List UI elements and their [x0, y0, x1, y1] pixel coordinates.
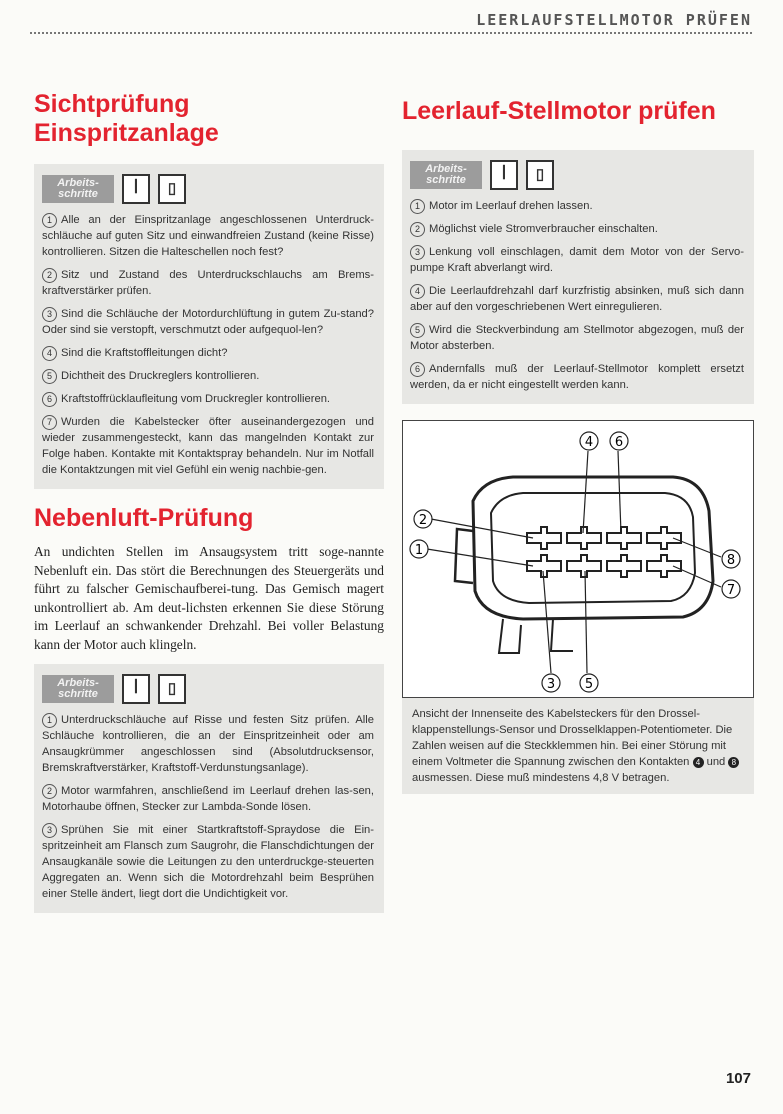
label-3: 3 [546, 677, 556, 692]
connector-drawing [403, 421, 755, 697]
step-item [410, 361, 744, 393]
box-header [42, 174, 374, 204]
label-6: 6 [614, 435, 624, 450]
step-text: Motor im Leerlauf drehen lassen. [429, 200, 593, 212]
terminal-3 [567, 555, 601, 577]
arbeitsschritte-badge: Arbeits-schritte [410, 161, 482, 189]
left-column [34, 90, 384, 913]
step-item [410, 283, 744, 315]
step-text: Kraftstoffrücklaufleitung vom Druckregler kontrollieren. [61, 393, 331, 405]
step-text: Möglichst viele Stromverbraucher einschalten. [429, 223, 658, 235]
step-number: 1 [410, 199, 425, 214]
lamp-tool-icon: ▯ [158, 174, 186, 204]
step-item [410, 221, 744, 237]
step-item [42, 345, 374, 361]
step-item [42, 306, 374, 338]
step-number: 4 [42, 346, 57, 361]
work-steps-box-sichtpruefung [34, 164, 384, 489]
label-7: 7 [726, 583, 736, 598]
page-number: 107 [725, 1070, 751, 1087]
step-number: 4 [410, 284, 425, 299]
lamp-tool-icon: ▯ [158, 674, 186, 704]
step-number: 7 [42, 415, 57, 430]
step-text: Sitz und Zustand des Unterdruckschlauchs am Brems-kraftverstärker prüfen. [42, 269, 374, 297]
step-number: 3 [410, 245, 425, 260]
step-text: Alle an der Einspritzanlage angeschlossenen Unterdruck-schläuche auf guten Sitz und einwandfreien Zustand (keine Risse) kontrollieren. Sitzen die Halteschellen noch fest? [42, 214, 374, 258]
step-number: 3 [42, 307, 57, 322]
step-number: 6 [410, 362, 425, 377]
box-header [42, 674, 374, 704]
heading-nebenluft: Nebenluft-Prüfung [34, 504, 254, 532]
step-text: Lenkung voll einschlagen, damit dem Motor von der Servo-pumpe Kraft abverlangt wird. [410, 246, 744, 274]
heading-leerlauf-stellmotor: Leerlauf-Stellmotor prüfen [402, 97, 716, 125]
step-item [42, 783, 374, 815]
heading-line-2: Einspritzanlage [34, 119, 219, 147]
step-number: 1 [42, 213, 57, 228]
step-number: 5 [410, 323, 425, 338]
work-steps-box-stellmotor [402, 150, 754, 404]
figure-caption [402, 698, 754, 794]
step-text: Sprühen Sie mit einer Startkraftstoff-Spraydose die Ein-spritzeinheit am Flansch zum Saugrohr, die Flanschdichtungen der Ansaugkanäle sowie die Leitungen zu den unterdruckge-steuerten Aggregaten an. Wenn sich die Motordrehzahl beim Besprühen einer Stelle ändert, liegt dort die Undichtigkeit vor. [42, 824, 374, 900]
wrench-tool-icon: ꟾ [490, 160, 518, 190]
wrench-tool-icon: ꟾ [122, 674, 150, 704]
step-number: 2 [42, 784, 57, 799]
step-item [410, 198, 744, 214]
label-1: 1 [414, 543, 424, 558]
caption-text-end: ausmessen. Diese muß mindestens 4,8 V betragen. [412, 772, 670, 784]
label-2: 2 [418, 513, 428, 528]
step-text: Unterdruckschläuche auf Risse und festen Sitz prüfen. Alle Schläuche kontrollieren, die an der Einspritzeinheit oder am Ansaugkrümmer angeschlossen sind (Absolutdrucksensor, Bremskraftverstärker, Kraftstoff-Verdunstungsanlage). [42, 714, 374, 774]
step-item [42, 267, 374, 299]
step-number: 5 [42, 369, 57, 384]
step-number: 2 [410, 222, 425, 237]
heading-line-1: Sichtprüfung [34, 90, 190, 118]
terminal-6 [607, 527, 641, 549]
caption-text-start: Ansicht der Innenseite des Kabelsteckers für den Drossel-klappenstellungs-Sensor und Drosselklappen-Potentiometer. Die Zahlen weisen auf die Steckklemmen hin. Bei einer Störung mit einem Voltmeter die Spannung zwischen den Kontakten [412, 708, 733, 768]
step-text: Sind die Schläuche der Motordurchlüftung in gutem Zu-stand? Oder sind sie verstopft, verschmutzt oder aufgequol-len? [42, 308, 374, 336]
connector-figure [402, 420, 754, 698]
connector-foot-left [499, 619, 521, 653]
step-item [42, 822, 374, 902]
terminal-7 [647, 555, 681, 577]
contact-8-dot: 8 [728, 757, 739, 768]
step-text: Dichtheit des Druckreglers kontrollieren. [61, 370, 260, 382]
right-column [402, 90, 754, 794]
work-steps-box-nebenluft [34, 664, 384, 913]
step-item [42, 391, 374, 407]
terminal-5 [607, 555, 641, 577]
step-text: Wird die Steckverbindung am Stellmotor abgezogen, muß der Motor absterben. [410, 324, 744, 352]
step-number: 2 [42, 268, 57, 283]
step-item [42, 414, 374, 478]
step-number: 1 [42, 713, 57, 728]
connector-foot-mid [551, 619, 573, 651]
step-text: Die Leerlaufdrehzahl darf kurzfristig absinken, muß sich dann aber auf den vorgeschriebenen Wert einregulieren. [410, 285, 744, 313]
arbeitsschritte-badge: Arbeits-schritte [42, 175, 114, 203]
wrench-tool-icon: ꟾ [122, 174, 150, 204]
terminal-4 [567, 527, 601, 549]
nebenluft-body: An undichten Stellen im Ansaugsystem tritt soge-nannte Nebenluft ein. Das stört die Berechnungen des Steuergeräts und führt zu falscher Gemischaufberei-tung. Das Gemisch magert unkontrolliert ab. Am deut-lichsten erkennen Sie diese Störung im Leerlauf an schwankender Drehzahl. Bei voller Belastung kann der Motor auch klingeln. [34, 544, 384, 652]
box-header [410, 160, 744, 190]
step-number: 3 [42, 823, 57, 838]
step-text: Motor warmfahren, anschließend im Leerlauf drehen las-sen, Motorhaube öffnen, Stecker zur Lambda-Sonde lösen. [42, 785, 374, 813]
terminal-group [527, 527, 681, 577]
step-number: 6 [42, 392, 57, 407]
step-item [410, 322, 744, 354]
arbeitsschritte-badge: Arbeits-schritte [42, 675, 114, 703]
step-text: Wurden die Kabelstecker öfter auseinandergezogen und wieder zusammengesteckt, kann das mangelnden Kontakt zur Folge haben. Kontakte mit Kontaktspray behandeln. Nur im Notfall die Kontaktzungen mit viel Gefühl ein wenig nachbie-gen. [42, 416, 374, 476]
running-header-title: LEERLAUFSTELLMOTOR PRÜFEN [476, 11, 752, 29]
step-item [410, 244, 744, 276]
step-text: Andernfalls muß der Leerlauf-Stellmotor komplett ersetzt werden, da er nicht eingestellt werden kann. [410, 363, 744, 391]
step-item [42, 368, 374, 384]
caption-text-mid: und [706, 756, 726, 768]
step-item [42, 212, 374, 260]
step-text: Sind die Kraftstoffleitungen dicht? [61, 347, 228, 359]
label-5: 5 [584, 677, 594, 692]
running-header [30, 8, 752, 34]
step-item [42, 712, 374, 776]
contact-4-dot: 4 [693, 757, 704, 768]
terminal-8 [647, 527, 681, 549]
label-8: 8 [726, 553, 736, 568]
lamp-tool-icon: ▯ [526, 160, 554, 190]
label-4: 4 [584, 435, 594, 450]
heading-sichtpruefung [34, 90, 384, 148]
